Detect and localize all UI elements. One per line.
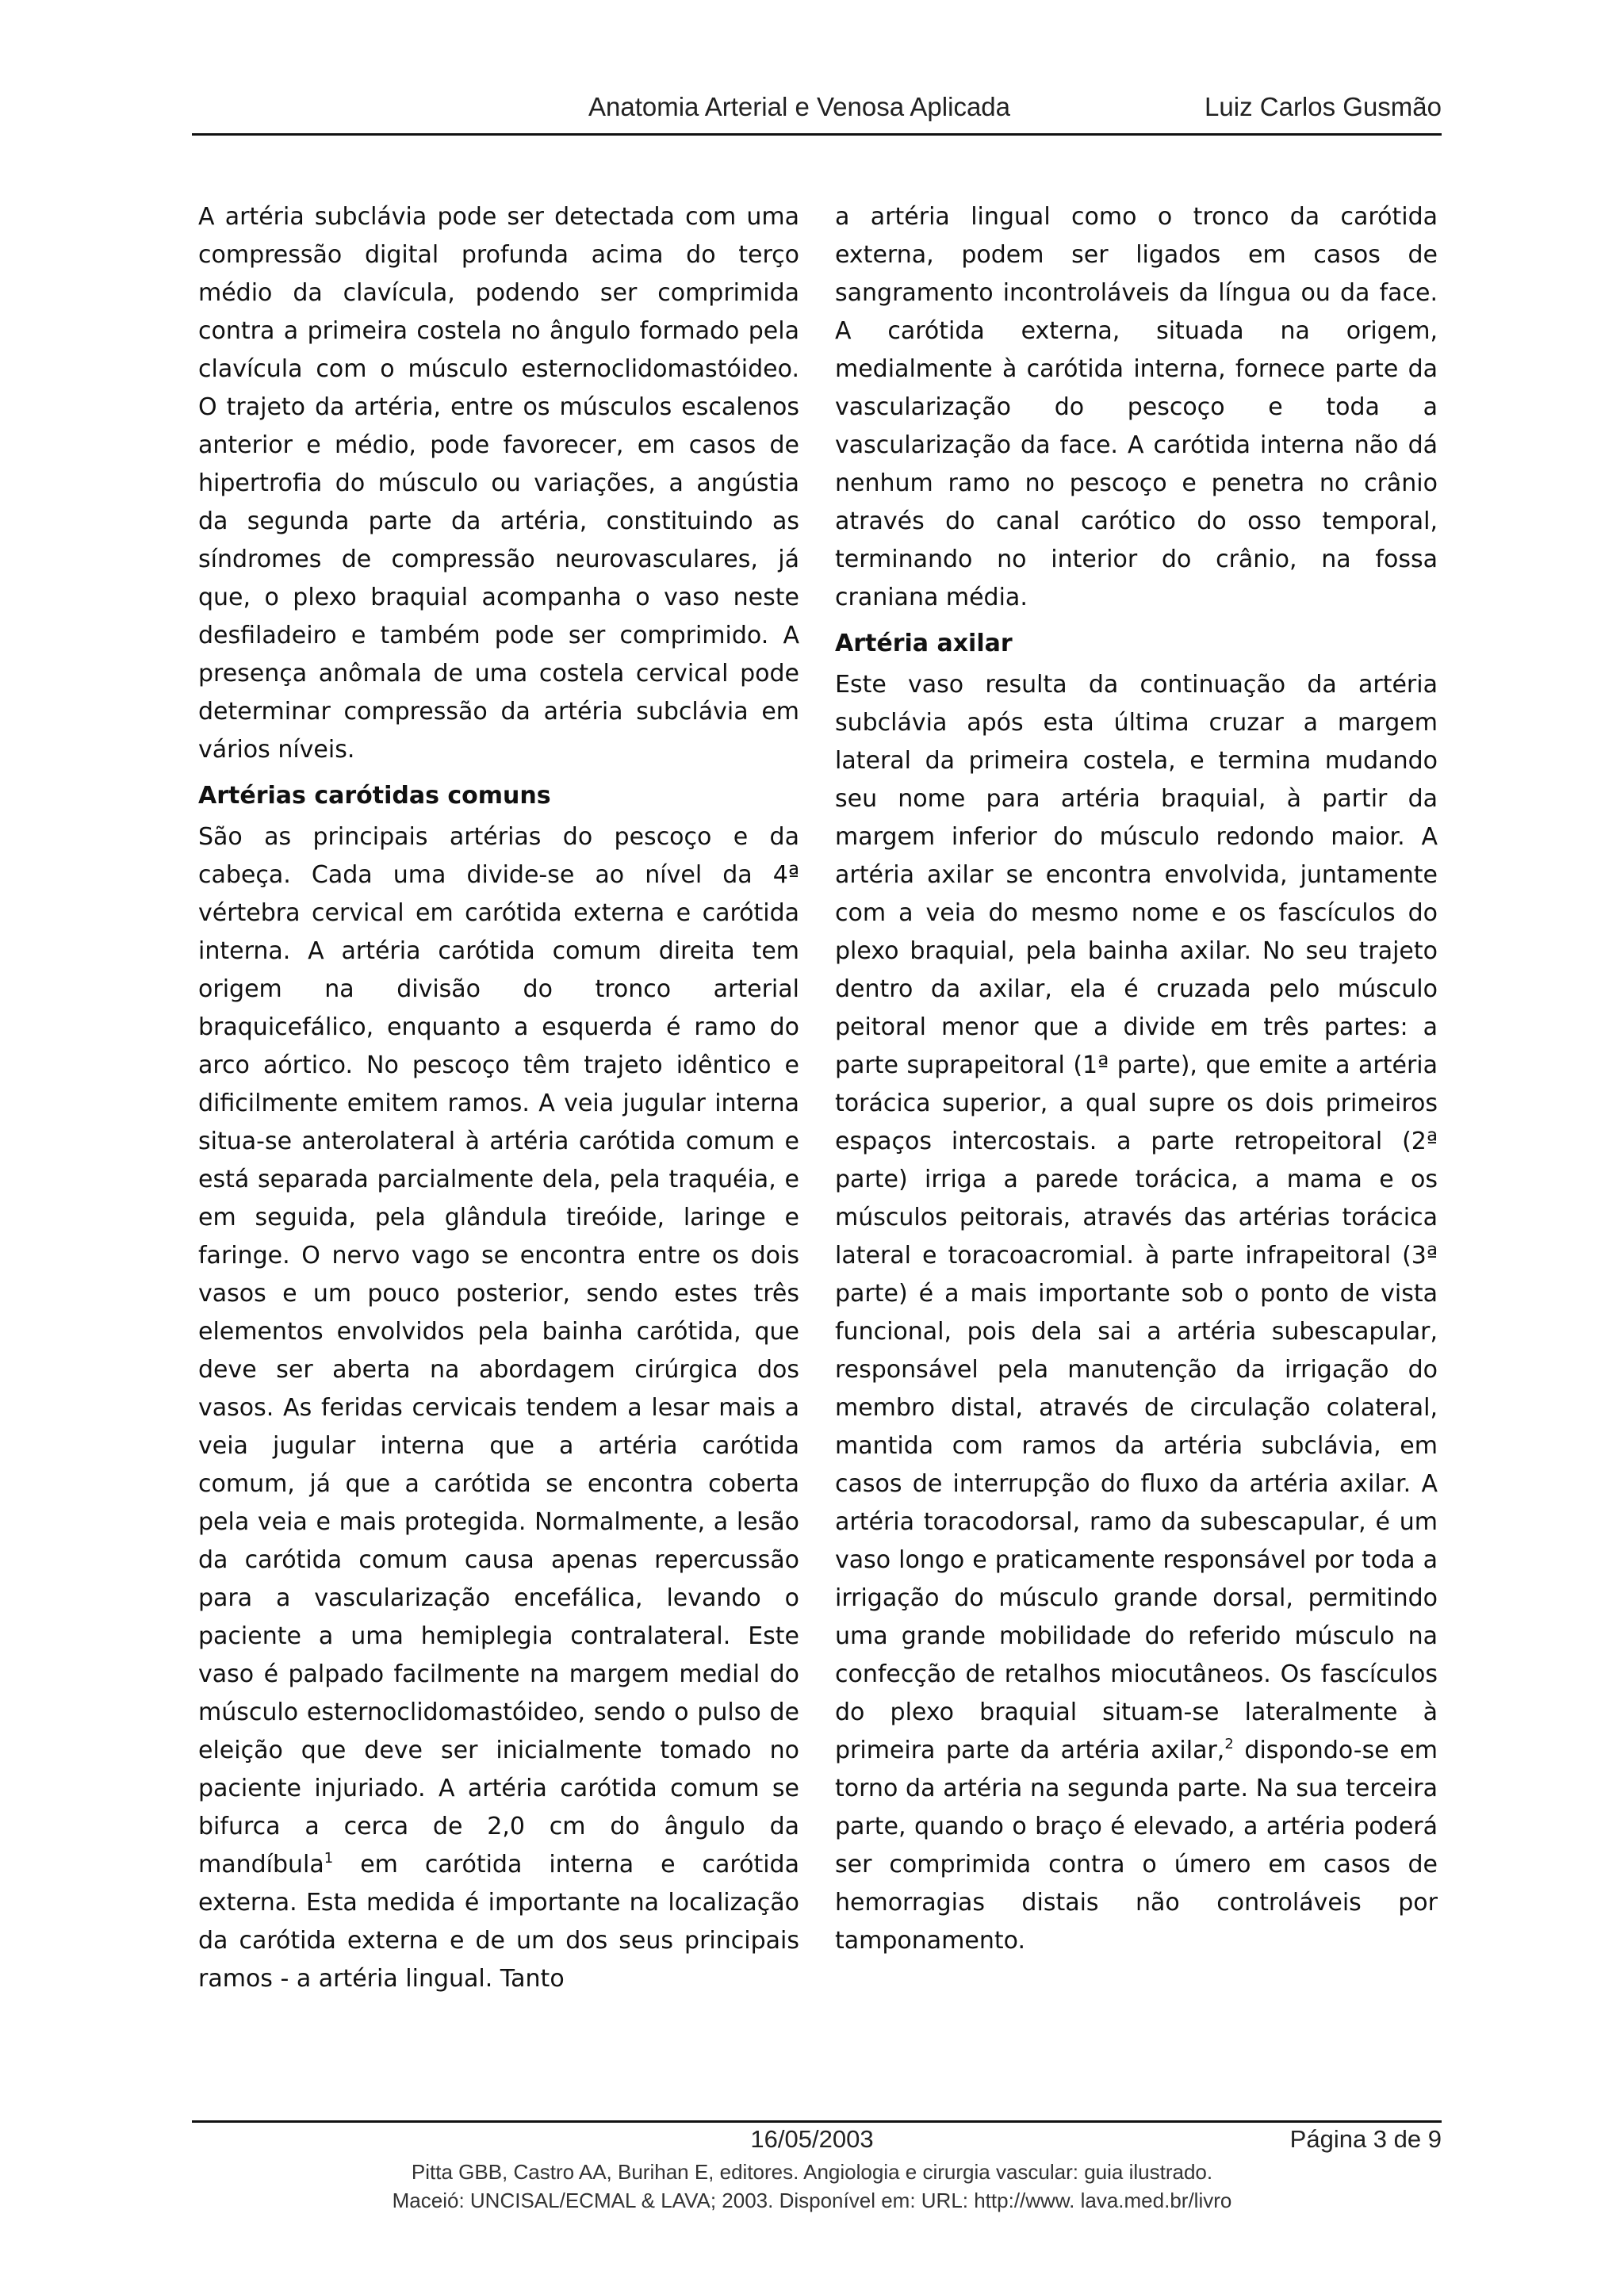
section-heading-axilar: Artéria axilar — [835, 630, 1013, 657]
paragraph-text: dispondo-se em torno da artéria na segunda parte. Na sua terceira parte, quando o braço é elevado, a artéria poderá ser comprimida contra o úmero em casos de hemorragias distais não controláveis por tamponamento. — [835, 1737, 1438, 1955]
footnote-ref-1[interactable]: 1 — [324, 1850, 334, 1867]
paragraph-axilar — [835, 666, 1438, 1960]
left-column — [198, 198, 799, 1998]
footer-date: 16/05/2003 — [750, 2125, 874, 2153]
right-column — [835, 198, 1438, 1960]
running-header — [192, 92, 1442, 133]
footer-divider — [192, 2120, 1442, 2123]
citation-line-1: Pitta GBB, Castro AA, Burihan E, editores. Angiologia e cirurgia vascular: guia ilustrado. — [411, 2160, 1213, 2184]
footnote-ref-2[interactable]: 2 — [1224, 1736, 1234, 1752]
paragraph-text: São as principais artérias do pescoço e da cabeça. Cada uma divide-se ao nível da 4ª vértebra cervical em carótida externa e carótida interna. A artéria carótida comum direita tem origem na divisão do tronco arterial braquicefálico, enquanto a esquerda é ramo do arco aórtico. No pescoço têm trajeto idêntico e dificilmente emitem ramos. A veia jugular interna situa-se anterolateral à artéria carótida comum e está separada parcialmente dela, pela traquéia, e em seguida, pela glândula tireóide, laringe e faringe. O nervo vago se encontra entre os dois vasos e um pouco posterior, sendo estes três elementos envolvidos pela bainha carótida, que deve ser aberta na abordagem cirúrgica dos vasos. As feridas cervicais tendem a lesar mais a veia jugular interna que a artéria carótida comum, já que a carótida se encontra coberta pela veia e mais protegida. Normalmente, a lesão da carótida comum causa apenas repercussão para a vascularização encefálica, levando o paciente a uma hemiplegia contralateral. Este vaso é palpado facilmente na margem medial do músculo esternoclidomastóideo, sendo o pulso de eleição que deve ser inicialmente tomado no paciente injuriado. A artéria carótida comum se bifurca a cerca de 2,0 cm do ângulo da mandíbula — [198, 823, 799, 1878]
paragraph-text: em carótida interna e carótida externa. Esta medida é importante na localização da carótida externa e de um dos seus principais ramos - a artéria lingual. Tanto — [198, 1851, 799, 1993]
page-number: Página 3 de 9 — [1289, 2125, 1442, 2153]
paragraph-carotidas — [198, 818, 799, 1998]
citation-line-2[interactable]: Maceió: UNCISAL/ECMAL & LAVA; 2003. Disponível em: URL: http://www. lava.med.br/livro — [392, 2189, 1232, 2212]
header-title: Anatomia Arterial e Venosa Aplicada — [588, 92, 1011, 121]
header-divider — [192, 133, 1442, 136]
paragraph-subclavia-compression: A artéria subclávia pode ser detectada com uma compressão digital profunda acima do terço médio da clavícula, podendo ser comprimida contra a primeira costela no ângulo formado pela clavícula com o músculo esternoclidomastóideo. O trajeto da artéria, entre os músculos escalenos anterior e médio, pode favorecer, em casos de hipertrofia do músculo ou variações, a angústia da segunda parte da artéria, constituindo as síndromes de compressão neurovasculares, já que, o plexo braquial acompanha o vaso neste desfiladeiro e também pode ser comprimido. A presença anômala de uma costela cervical pode determinar compressão da artéria subclávia em vários níveis. — [198, 203, 799, 764]
header-author: Luiz Carlos Gusmão — [1205, 92, 1442, 121]
paragraph-carotida-externa: a artéria lingual como o tronco da carótida externa, podem ser ligados em casos de sangramento incontroláveis da língua ou da face. A carótida externa, situada na origem, medialmente à carótida interna, fornece parte da vascularização do pescoço e toda a vascularização da face. A carótida interna não dá nenhum ramo no pescoço e penetra no crânio através do canal carótico do osso temporal, terminando no interior do crânio, na fossa craniana média. — [835, 203, 1438, 611]
section-heading-carotidas: Artérias carótidas comuns — [198, 782, 551, 810]
paragraph-text: Este vaso resulta da continuação da artéria subclávia após esta última cruzar a margem lateral da primeira costela, e termina mudando seu nome para artéria braquial, à partir da margem inferior do músculo redondo maior. A artéria axilar se encontra envolvida, juntamente com a veia do mesmo nome e os fascículos do plexo braquial, pela bainha axilar. No seu trajeto dentro da axilar, ela é cruzada pelo músculo peitoral menor que a divide em três partes: a parte suprapeitoral (1ª parte), que emite a artéria torácica superior, a qual supre os dois primeiros espaços intercostais. a parte retropeitoral (2ª parte) irriga a parede torácica, a mama e os músculos peitorais, através das artérias torácica lateral e toracoacromial. à parte infrapeitoral (3ª parte) é a mais importante sob o ponto de vista funcional, pois dela sai a artéria subescapular, responsável pela manutenção da irrigação do membro distal, através de circulação colateral, mantida com ramos da artéria subclávia, em casos de interrupção do fluxo da artéria axilar. A artéria toracodorsal, ramo da subescapular, é um vaso longo e praticamente responsável por toda a irrigação do músculo grande dorsal, permitindo uma grande mobilidade do referido músculo na confecção de retalhos miocutâneos. Os fascículos do plexo braquial situam-se lateralmente à primeira parte da artéria axilar, — [835, 671, 1438, 1764]
